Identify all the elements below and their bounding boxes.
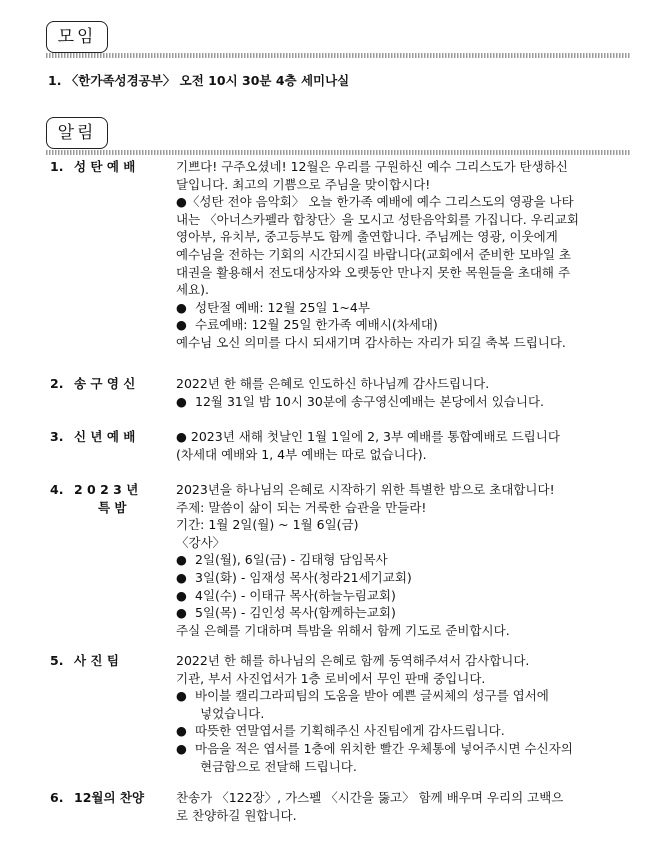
body-line: 주제: 말씀이 삶이 되는 거룩한 습관을 만들라!	[176, 499, 427, 515]
bullet-item	[176, 587, 620, 605]
bullet-text: 12월 31일 밤 10시 30분에 송구영신예배는 본당에서 있습니다.	[195, 393, 544, 409]
bullet-text: 마음을 적은 엽서를 1층에 위치한 빨간 우체통에 넣어주시면 수신자의	[195, 740, 573, 756]
section-label-meeting: 모임	[46, 21, 108, 53]
bullet-dot-icon: ●	[176, 740, 187, 756]
body-line: 예수님 오신 의미를 다시 되새기며 감사하는 자리가 되길 축복 드립니다.	[176, 334, 566, 350]
body-line: 주실 은혜를 기대하며 특밤을 위해서 함께 기도로 준비합시다.	[176, 622, 510, 638]
body-line: (차세대 예배와 1, 4부 예배는 따로 없습니다).	[176, 446, 427, 462]
bullet-text: 수료예배: 12월 25일 한가족 예배시(차세대)	[195, 317, 438, 333]
body-line: 2022년 한 해를 하나님의 은혜로 함께 동역해주셔서 감사합니다.	[176, 653, 530, 668]
bullet-continuation: 현금함으로 전달해 드립니다.	[200, 758, 357, 774]
item-title-line: 2 0 2 3 년	[74, 482, 139, 497]
body-line: 달입니다. 최고의 기쁨으로 주님을 맞이합시다!	[176, 176, 431, 192]
bullet-text: 성탄절 예배: 12월 25일 1~4부	[195, 299, 370, 315]
item-body	[176, 481, 620, 639]
body-line: 내는 〈아너스카펠라 합창단〉을 모시고 성탄음악회를 가집니다. 우리교회	[176, 211, 579, 227]
body-line: 〈강사〉	[176, 534, 226, 550]
bullet-item	[176, 316, 620, 334]
bullet-item	[176, 569, 620, 587]
bullet-dot-icon: ●	[176, 688, 187, 704]
item-number: 4.	[50, 482, 64, 497]
bullet-dot-icon: ●	[176, 552, 187, 568]
bullet-text: 5일(목) - 김인성 목사(함께하는교회)	[195, 605, 396, 621]
section-label-notice: 알림	[46, 117, 108, 149]
bullet-item	[176, 551, 620, 569]
body-line: ●〈성탄 전야 음악회〉 오늘 한가족 예배에 예수 그리스도의 영광을 나타	[176, 194, 574, 210]
bullet-item	[176, 722, 620, 740]
bullet-dot-icon: ●	[176, 723, 187, 739]
body-line: 예수님을 전하는 기회의 시간되시길 바랍니다(교회에서 준비한 모바일 초	[176, 246, 571, 262]
body-line: ● 2023년 새해 첫날인 1월 1일에 2, 3부 예배를 통합예배로 드립니다	[176, 429, 560, 444]
bullet-dot-icon: ●	[176, 587, 187, 603]
bullet-text: 4일(수) - 이태규 목사(하늘누림교회)	[195, 587, 396, 603]
body-line: 대권을 활용해서 전도대상자와 오랫동안 만나지 못한 목원들을 초대해 주	[176, 264, 571, 280]
item-title: 12월의 찬양	[74, 790, 145, 805]
bullet-dot-icon: ●	[176, 605, 187, 621]
item-number: 2.	[50, 376, 64, 391]
bullet-continuation: 넣었습니다.	[200, 705, 265, 721]
bullet-dot-icon: ●	[176, 299, 187, 315]
section-divider-notice	[46, 150, 631, 155]
bullet-dot-icon: ●	[176, 569, 187, 585]
body-line: 로 찬양하길 원합니다.	[176, 807, 297, 823]
bullet-dot-icon: ●	[176, 393, 187, 409]
item-body	[176, 158, 620, 352]
item-number: 5.	[50, 653, 64, 668]
bullet-item	[176, 604, 620, 622]
bullet-dot-icon: ●	[176, 317, 187, 333]
section-divider-meeting	[46, 53, 631, 58]
item-number: 1.	[50, 159, 64, 174]
bullet-item	[176, 687, 620, 705]
body-line: 기쁘다! 구주오셨네! 12월은 우리를 구원하신 예수 그리스도가 탄생하신	[176, 159, 568, 174]
body-line: 기간: 1월 2일(월) ~ 1월 6일(금)	[176, 517, 359, 533]
body-line: 영아부, 유치부, 중고등부도 함께 출연합니다. 주님께는 영광, 이웃에게	[176, 229, 558, 245]
item-number: 3.	[50, 429, 64, 444]
item-title	[74, 481, 186, 516]
item-title: 신 년 예 배	[74, 429, 136, 444]
bullet-text: 바이블 캘리그라피팀의 도움을 받아 예쁜 글씨체의 성구를 엽서에	[195, 688, 549, 704]
bullet-item	[176, 299, 620, 317]
item-title: 성 탄 예 배	[74, 159, 136, 174]
item-body	[176, 652, 620, 775]
bullet-text: 따뜻한 연말엽서를 기획해주신 사진팀에게 감사드립니다.	[195, 723, 505, 739]
bullet-item	[176, 393, 620, 411]
body-line: 기관, 부서 사진업서가 1층 로비에서 무인 판매 중입니다.	[176, 670, 486, 686]
item-title: 사 진 팀	[74, 653, 119, 668]
body-line: 세요).	[176, 282, 210, 298]
body-line: 2022년 한 해를 은혜로 인도하신 하나님께 감사드립니다.	[176, 376, 490, 391]
body-line: 2023년을 하나님의 은혜로 시작하기 위한 특별한 밤으로 초대합니다!	[176, 482, 555, 497]
body-line: 찬송가 〈122장〉, 가스펠 〈시간을 뚫고〉 함께 배우며 우리의 고백으	[176, 790, 564, 805]
bullet-text: 2일(월), 6일(금) - 김태형 담임목사	[195, 552, 388, 568]
item-number: 6.	[50, 790, 64, 805]
meeting-item-1: 1. 〈한가족성경공부〉 오전 10시 30분 4층 세미나실	[48, 73, 350, 88]
item-body	[176, 789, 620, 824]
bullet-item	[176, 740, 620, 758]
item-body	[176, 375, 620, 410]
item-title: 송 구 영 신	[74, 376, 136, 391]
item-body	[176, 428, 620, 463]
item-title-line: 특 밤	[98, 499, 127, 515]
bullet-text: 3일(화) - 임재성 목사(청라21세기교회)	[195, 569, 412, 585]
